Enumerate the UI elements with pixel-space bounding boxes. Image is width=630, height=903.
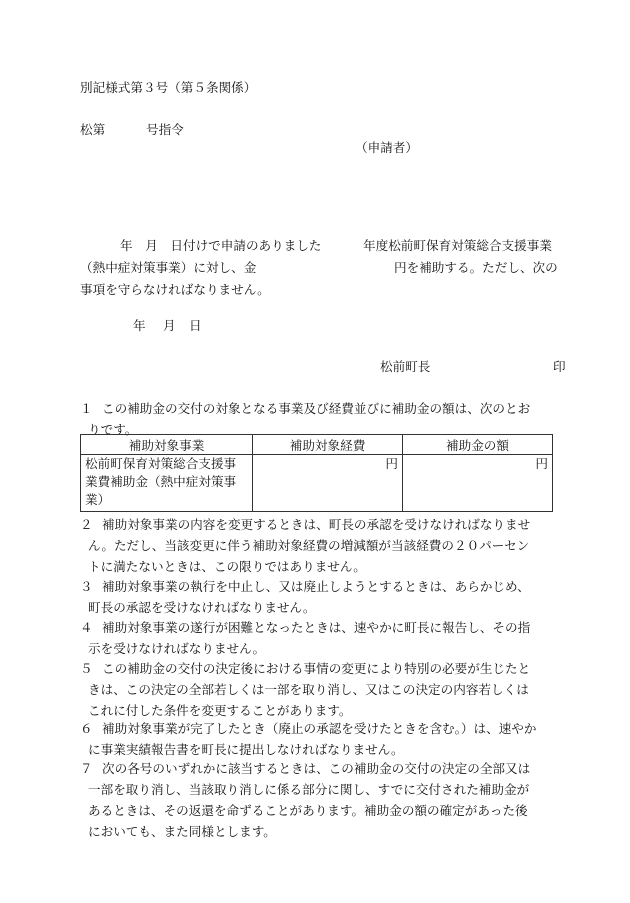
item-number: ３ bbox=[80, 579, 93, 594]
date-day: 日 bbox=[189, 318, 202, 333]
subsidy-table bbox=[80, 434, 553, 512]
item-text-cont: きは、この決定の全部若しくは一部を取り消し、又はこの決定の内容若しくは bbox=[88, 682, 529, 697]
item-text: 補助対象事業の執行を中止し、又は廃止しようとするときは、あらかじめ、 bbox=[102, 579, 530, 594]
cell-project bbox=[81, 455, 253, 512]
item-text-cont: トに満たないときは、この限りではありません。 bbox=[88, 559, 366, 574]
date-month: 月 bbox=[163, 318, 176, 333]
project-line: 松前町保育対策総合支援事 bbox=[85, 456, 237, 471]
item-text: 次の各号のいずれかに該当するときは、この補助金の交付の決定の全部又は bbox=[102, 761, 531, 776]
body-line-2 bbox=[80, 262, 570, 284]
form-number: 別記様式第３号（第５条関係） bbox=[80, 80, 257, 95]
item-text-cont: ん。ただし、当該変更に伴う補助対象経費の増減額が当該経費の２０パーセン bbox=[88, 538, 530, 553]
item-text-cont: あるときは、その返還を命ずることがあります。補助金の額の確定があった後 bbox=[88, 803, 528, 818]
header-cost: 補助対象経費 bbox=[253, 435, 403, 455]
item-number: ４ bbox=[80, 620, 93, 635]
project-line: 業費補助金（熱中症対策事 bbox=[85, 474, 237, 489]
item-text-cont: に事業実績報告書を町長に提出しなければなりません。 bbox=[88, 742, 404, 757]
cell-amount: 円 bbox=[403, 455, 553, 512]
item-text-cont: 一部を取り消し、当該取り消しに係る部分に関し、すでに交付された補助金が bbox=[88, 782, 530, 797]
body-line-1 bbox=[80, 240, 570, 262]
item-text-cont: においても、また同様とします。 bbox=[88, 824, 276, 839]
item-text: 補助対象事業の遂行が困難となったときは、速やかに町長に報告し、その指 bbox=[102, 620, 531, 635]
table-row bbox=[81, 455, 553, 512]
issue-date bbox=[80, 320, 280, 334]
item-text: この補助金の交付の決定後における事情の変更により特別の必要が生じたと bbox=[102, 661, 531, 676]
directive-prefix: 松第 bbox=[80, 122, 106, 137]
item-text: 補助対象事業の内容を変更するときは、町長の承認を受けなければなりませ bbox=[102, 517, 531, 532]
application-date-text: 年 月 日付けで申請のありました bbox=[120, 238, 322, 253]
item-text-cont: これに付した条件を変更することがあります。 bbox=[88, 703, 352, 718]
cell-cost: 円 bbox=[253, 455, 403, 512]
condition-item-3 bbox=[80, 576, 570, 618]
condition-item-5 bbox=[80, 658, 570, 721]
item-number: ２ bbox=[80, 517, 93, 532]
item-number: ７ bbox=[80, 761, 93, 776]
item-text-cont: 示を受けなければなりません。 bbox=[88, 641, 266, 656]
fiscal-year-text: 年度松前町保育対策総合支援事業 bbox=[363, 238, 552, 253]
applicant-label: （申請者） bbox=[355, 140, 418, 155]
condition-item-2 bbox=[80, 514, 570, 577]
item-text-cont: りです。 bbox=[88, 422, 138, 437]
header-project: 補助対象事業 bbox=[81, 435, 253, 455]
condition-item-6 bbox=[80, 718, 570, 760]
item-text-cont: 町長の承認を受けなければなりません。 bbox=[88, 600, 316, 615]
condition-item-7 bbox=[80, 758, 570, 842]
item-number: ５ bbox=[80, 661, 93, 676]
body-paragraph bbox=[80, 240, 570, 306]
date-year: 年 bbox=[133, 318, 146, 333]
directive-suffix: 号指令 bbox=[146, 122, 184, 137]
item-text: 補助対象事業が完了したとき（廃止の承認を受けたときを含む。）は、速やか bbox=[102, 721, 537, 736]
mayor-name: 松前町長 bbox=[380, 359, 431, 374]
amount-intro-text: （熱中症対策事業）に対し、金 bbox=[80, 260, 257, 275]
condition-item-4 bbox=[80, 617, 570, 659]
body-closing-text: 事項を守らなければなりません。 bbox=[80, 282, 270, 297]
amount-yen-text: 円を補助する。ただし、次の bbox=[394, 260, 558, 275]
item-number: ６ bbox=[80, 721, 93, 736]
item-number: １ bbox=[80, 401, 93, 416]
table-header-row bbox=[81, 435, 553, 455]
body-line-3 bbox=[80, 284, 570, 306]
header-amount: 補助金の額 bbox=[403, 435, 553, 455]
project-line: 業） bbox=[85, 492, 111, 507]
seal-mark: 印 bbox=[553, 359, 566, 374]
item-text: この補助金の交付の対象となる事業及び経費並びに補助金の額は、次のとお bbox=[102, 401, 531, 416]
